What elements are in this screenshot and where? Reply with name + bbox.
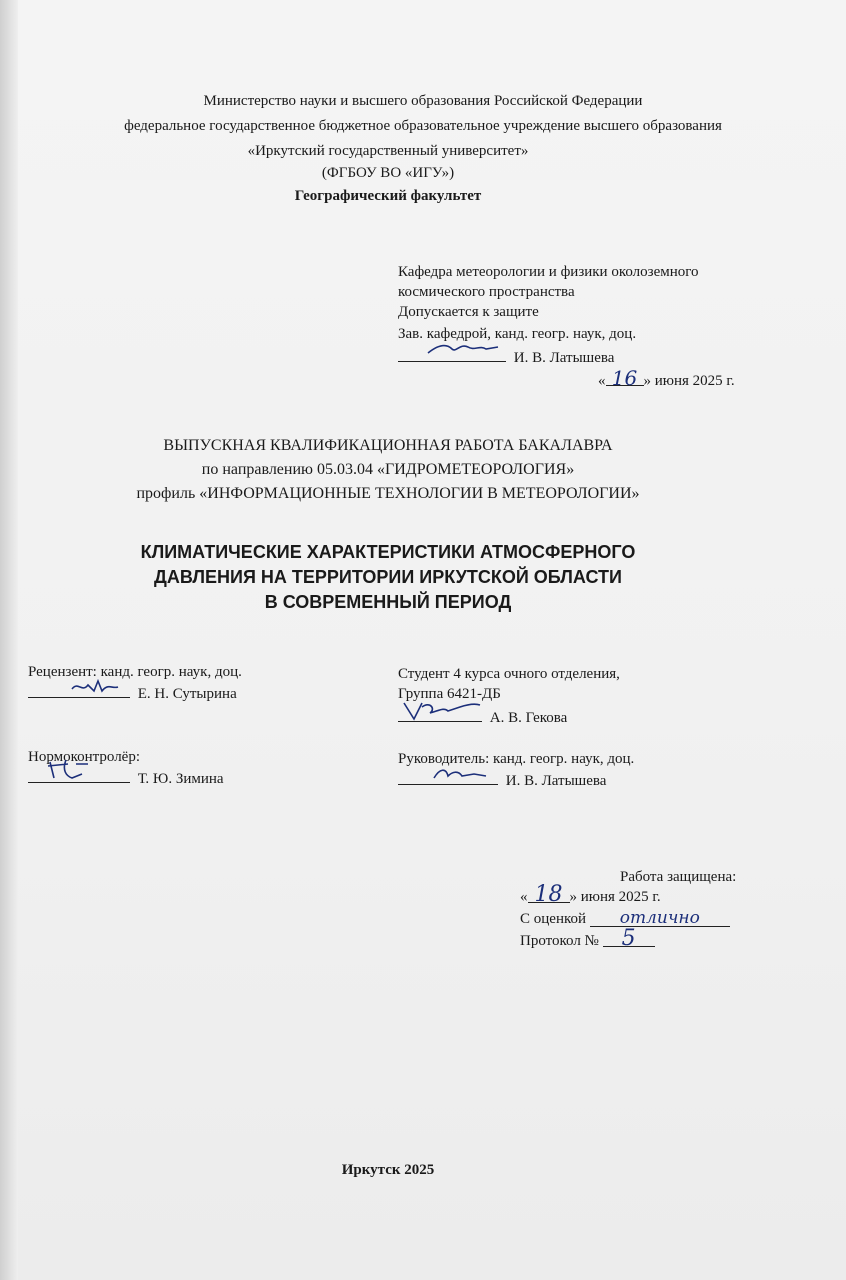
work-direction: по направлению 05.03.04 «ГИДРОМЕТЕОРОЛОГИЯ» <box>201 461 575 478</box>
head-name: И. В. Латышева <box>513 350 615 366</box>
grade-label: С оценкой <box>520 911 587 927</box>
department-line-2: космического пространства <box>398 284 575 300</box>
student-signature-mark <box>400 697 484 723</box>
supervisor-signature-row <box>398 770 606 790</box>
normcontrol-name: Т. Ю. Зимина <box>137 771 224 787</box>
admitted-label: Допускается к защите <box>398 304 539 320</box>
institution-line: федеральное государственное бюджетное образовательное учреждение высшего образования <box>124 118 722 134</box>
student-group: Группа 6421-ДБ <box>398 686 501 702</box>
thesis-title-line-3: В СОВРЕМЕННЫЙ ПЕРИОД <box>264 592 512 612</box>
head-signature-row <box>398 347 614 367</box>
work-profile: профиль «ИНФОРМАЦИОННЫЕ ТЕХНОЛОГИИ В МЕТЕОРОЛОГИИ» <box>136 485 640 502</box>
protocol-label: Протокол № <box>520 933 599 949</box>
supervisor-signature-mark <box>430 764 490 784</box>
reviewer-signature-line <box>28 683 130 698</box>
date-open-quote: « <box>598 373 606 389</box>
reviewer-name: Е. Н. Сутырина <box>137 686 237 702</box>
normcontrol-signature-row <box>28 768 224 788</box>
head-signature-mark <box>424 339 504 359</box>
normcontrol-signature-mark <box>42 756 112 782</box>
reviewer-signature-row <box>28 683 237 703</box>
normcontrol-title: Нормоконтролёр: <box>28 749 141 765</box>
supervisor-title: Руководитель: канд. геогр. наук, доц. <box>398 751 635 767</box>
defense-date <box>520 882 661 907</box>
university-abbr: (ФГБОУ ВО «ИГУ») <box>321 165 455 181</box>
supervisor-name: И. В. Латышева <box>505 773 607 789</box>
defense-date-suffix: » июня 2025 г. <box>569 889 661 905</box>
normcontrol-signature-line <box>28 768 130 783</box>
ministry-line: Министерство науки и высшего образования Российской Федерации <box>203 93 643 109</box>
defense-date-open-quote: « <box>520 889 528 905</box>
student-signature-line <box>398 707 482 722</box>
student-name: А. В. Гекова <box>489 710 568 726</box>
admission-date <box>598 366 735 390</box>
defense-day: 18 <box>528 888 570 903</box>
student-signature-row <box>398 707 567 727</box>
work-type: ВЫПУСКНАЯ КВАЛИФИКАЦИОННАЯ РАБОТА БАКАЛАВРА <box>163 437 613 454</box>
reviewer-title: Рецензент: канд. геогр. наук, доц. <box>28 664 242 680</box>
city-year: Иркутск 2025 <box>341 1162 435 1178</box>
student-course: Студент 4 курса очного отделения, <box>398 666 620 682</box>
admission-date-suffix: » июня 2025 г. <box>643 373 735 389</box>
thesis-title-line-1: КЛИМАТИЧЕСКИЕ ХАРАКТЕРИСТИКИ АТМОСФЕРНОГО <box>140 542 636 562</box>
head-signature-line <box>398 347 506 362</box>
department-line-1: Кафедра метеорологии и физики околоземного <box>398 264 699 280</box>
supervisor-signature-line <box>398 770 498 785</box>
reviewer-signature-mark <box>68 677 138 697</box>
university-line: «Иркутский государственный университет» <box>247 143 529 159</box>
admission-day: 16 <box>606 371 644 386</box>
protocol-value: 5 <box>603 932 655 947</box>
protocol-row <box>520 926 655 951</box>
defended-label: Работа защищена: <box>620 869 737 885</box>
grade-value: отлично <box>590 912 730 927</box>
faculty-line: Географический факультет <box>294 188 482 204</box>
head-title: Зав. кафедрой, канд. геогр. наук, доц. <box>398 326 637 342</box>
thesis-title-line-2: ДАВЛЕНИЯ НА ТЕРРИТОРИИ ИРКУТСКОЙ ОБЛАСТИ <box>154 567 622 587</box>
